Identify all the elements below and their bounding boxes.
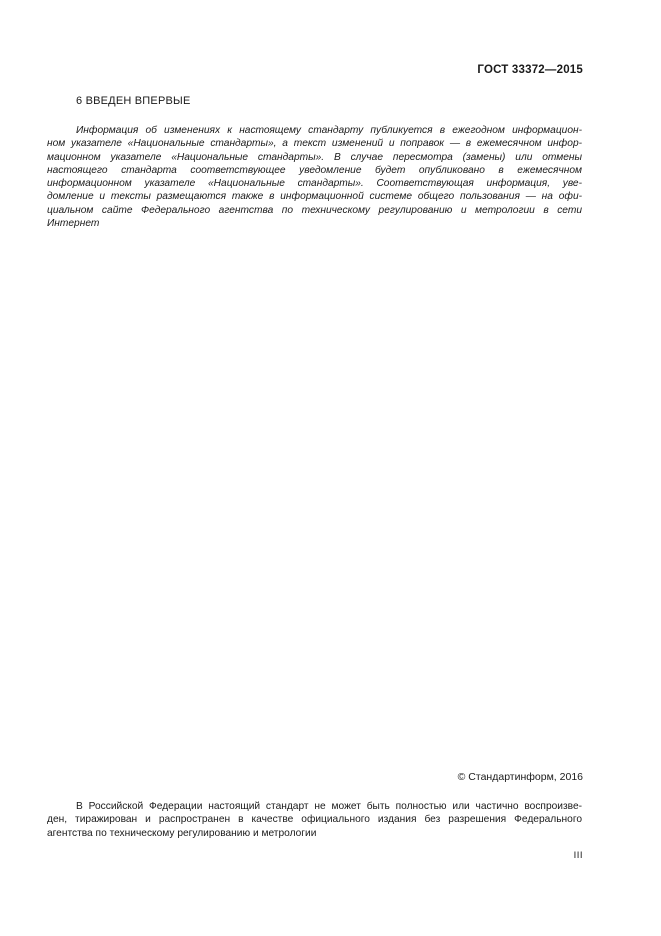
info-line: циальном сайте Федерального агентства по техническому регулированию и метрологии в сети [47, 204, 582, 216]
info-line: Информация об изменениях к настоящему стандарту публикуется в ежегодном информацион- [76, 125, 582, 136]
info-paragraph [47, 124, 582, 230]
info-line: Интернет [47, 218, 100, 230]
info-line: домление и тексты размещаются также в информационной системе общего пользования — на офи- [47, 191, 582, 203]
legal-line: агентства по техническому регулированию и метрологии [47, 827, 317, 839]
legal-notice [47, 800, 582, 840]
document-code: ГОСТ 33372—2015 [477, 64, 583, 76]
info-line: информационном указателе «Национальные стандарты». Соответствующая информация, уве- [47, 178, 582, 190]
info-line: настоящего стандарта соответствующее уведомление будет опубликовано в ежемесячном [47, 164, 582, 176]
info-line: мационном указателе «Национальные стандарты». В случае пересмотра (замены) или отмены [47, 151, 582, 163]
legal-line: ден, тиражирован и распространен в качестве официального издания без разрешения Федерального [47, 814, 582, 826]
page-number: III [573, 850, 583, 861]
section-heading: 6 ВВЕДЕН ВПЕРВЫЕ [76, 95, 191, 107]
legal-line: В Российской Федерации настоящий стандарт не может быть полностью или частично воспроизве- [76, 801, 582, 812]
copyright-notice: © Стандартинформ, 2016 [457, 771, 583, 783]
info-line: ном указателе «Национальные стандарты», а текст изменений и поправок — в ежемесячном инфор- [47, 138, 582, 150]
